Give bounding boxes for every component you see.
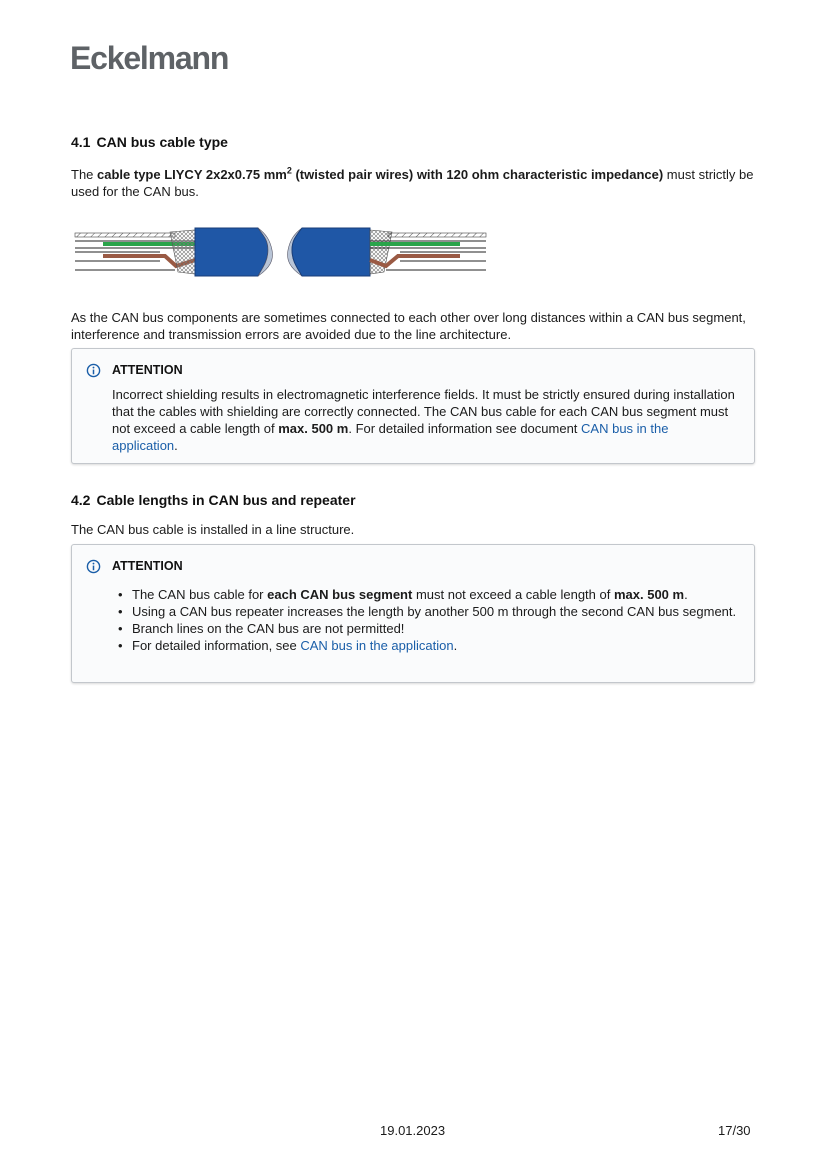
info-icon — [86, 559, 101, 574]
text-run: . — [453, 638, 458, 653]
list-item — [118, 586, 738, 603]
attention-header — [86, 558, 183, 574]
list-item — [118, 637, 738, 654]
footer-page-number: 17/30 — [718, 1123, 751, 1138]
bold-run: cable type LIYCY 2x2x0.75 mm — [97, 167, 287, 182]
company-logo: Eckelmann — [70, 40, 229, 76]
attention-header — [86, 362, 183, 378]
text-run: For detailed information, see — [132, 638, 301, 653]
cable-left-end — [75, 228, 272, 276]
text-run: Branch lines on the CAN bus are not permitted! — [132, 621, 405, 636]
text-run: Using a CAN bus repeater increases the length by another 500 m through the second CAN bus segment. — [132, 604, 737, 619]
section-number: 4.2 — [71, 492, 91, 508]
list-item — [118, 603, 738, 620]
attention-title: ATTENTION — [112, 559, 183, 573]
text-run: must not exceed a cable length of — [412, 587, 614, 602]
section-title: CAN bus cable type — [96, 134, 228, 150]
list-item — [118, 620, 738, 637]
section-heading-4-1 — [71, 134, 228, 150]
bold-run: each CAN bus segment — [267, 587, 413, 602]
attention-body — [112, 386, 737, 454]
cable-right-end — [288, 228, 486, 276]
text-run: . — [684, 587, 688, 602]
section-heading-4-2 — [71, 492, 356, 508]
can-cable-diagram — [70, 222, 490, 282]
section-title: Cable lengths in CAN bus and repeater — [96, 492, 356, 508]
cable-type-paragraph — [71, 166, 761, 200]
attention-box-shielding — [71, 348, 755, 464]
can-bus-application-link[interactable]: CAN bus in the application — [112, 421, 669, 453]
line-architecture-paragraph: As the CAN bus components are sometimes connected to each other over long distances within a CAN bus segment, interference and transmission errors are avoided due to the line architecture. — [71, 310, 746, 342]
can-bus-application-link[interactable]: CAN bus in the application — [300, 638, 454, 653]
text-run: Incorrect shielding results in electromagnetic interference fields. It must be strictly ensured during installation that the cables with shielding are correctly connected. The CAN bus cable for each CAN bus segment must not exceed a cable length of — [112, 387, 735, 436]
bold-run: max. 500 m — [613, 587, 685, 602]
attention-title: ATTENTION — [112, 363, 183, 377]
bold-run: max. 500 m — [278, 421, 349, 436]
text-run: . For detailed information see document — [348, 421, 582, 436]
text-run: The — [71, 167, 98, 182]
attention-list — [118, 586, 738, 654]
section-number: 4.1 — [71, 134, 91, 150]
info-icon — [86, 363, 101, 378]
superscript: 2 — [286, 165, 292, 176]
text-run: . — [174, 438, 178, 453]
bold-run: (twisted pair wires) with 120 ohm characteristic impedance) — [291, 167, 664, 182]
footer-date: 19.01.2023 — [380, 1123, 446, 1138]
line-structure-paragraph: The CAN bus cable is installed in a line structure. — [71, 522, 355, 537]
text-run: The CAN bus cable for — [132, 587, 268, 602]
text-run: must strictly be used for the CAN bus. — [71, 167, 754, 199]
attention-box-lengths — [71, 544, 755, 683]
